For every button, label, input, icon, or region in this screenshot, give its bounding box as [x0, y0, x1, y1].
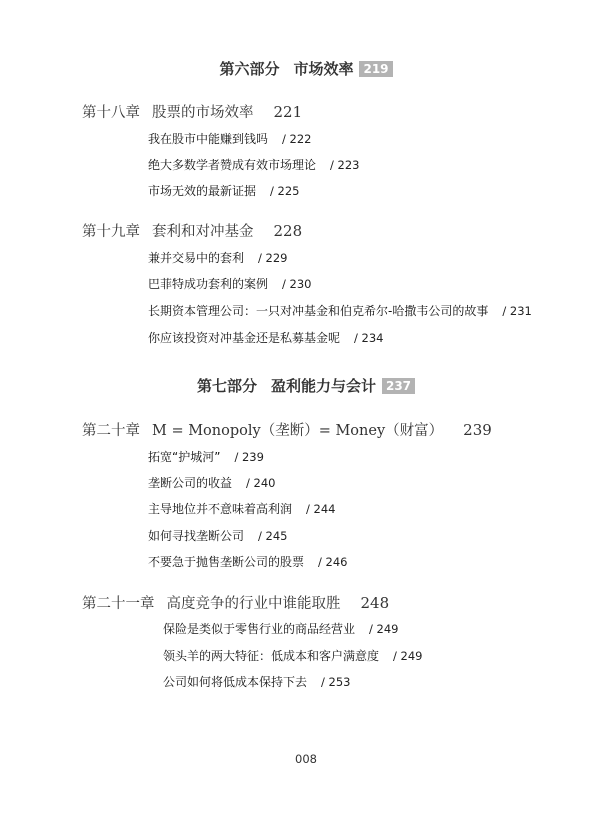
chapter-number: 第二十章 [82, 423, 140, 439]
chapter-page: 228 [273, 222, 303, 240]
entry-title: 保险是类似于零售行业的商品经营业 [163, 622, 356, 636]
toc-entry [148, 130, 312, 147]
entry-page: / 222 [282, 132, 312, 146]
part-page-badge: 237 [382, 378, 415, 394]
toc-entry [148, 275, 312, 292]
toc-entry [148, 302, 532, 319]
entry-page: / 230 [282, 277, 312, 291]
entry-title: 公司如何将低成本保持下去 [163, 675, 308, 689]
chapter-title: M = Monopoly（垄断）= Money（财富） [152, 423, 444, 439]
entry-title: 垄断公司的收益 [148, 476, 233, 490]
toc-entry [148, 249, 288, 266]
chapter-heading [82, 101, 302, 122]
chapter-number: 第十八章 [82, 105, 140, 121]
chapter-title: 套利和对冲基金 [152, 224, 254, 240]
part-heading [0, 58, 612, 79]
part-title: 盈利能力与会计 [270, 377, 376, 395]
entry-title: 拓宽“护城河” [148, 450, 221, 464]
toc-entry [163, 673, 351, 690]
entry-title: 领头羊的两大特征：低成本和客户满意度 [163, 649, 380, 663]
toc-entry [148, 474, 276, 491]
part-page-badge: 219 [359, 61, 392, 77]
entry-page: / 249 [369, 622, 399, 636]
chapter-title: 高度竞争的行业中谁能取胜 [166, 596, 341, 612]
page-number: 008 [295, 752, 317, 766]
entry-title: 长期资本管理公司：一只对冲基金和伯克希尔-哈撒韦公司的故事 [148, 304, 489, 318]
toc-entry [148, 500, 336, 517]
chapter-page: 239 [463, 421, 492, 439]
chapter-heading [82, 220, 302, 241]
entry-page: / 225 [270, 184, 300, 198]
entry-title: 兼并交易中的套利 [148, 251, 245, 265]
chapter-page: 248 [360, 594, 390, 612]
entry-page: / 245 [258, 529, 288, 543]
chapter-page: 221 [273, 103, 303, 121]
entry-page: / 244 [306, 502, 336, 516]
entry-title: 你应该投资对冲基金还是私募基金呢 [148, 331, 341, 345]
toc-entry [148, 553, 348, 570]
chapter-number: 第二十一章 [82, 596, 155, 612]
entry-title: 主导地位并不意味着高利润 [148, 502, 293, 516]
entry-title: 市场无效的最新证据 [148, 184, 257, 198]
entry-title: 巴菲特成功套利的案例 [148, 277, 269, 291]
entry-title: 如何寻找垄断公司 [148, 529, 245, 543]
entry-page: / 231 [502, 304, 532, 318]
entry-page: / 253 [321, 675, 351, 689]
toc-entry [148, 527, 288, 544]
toc-entry [148, 329, 384, 346]
entry-page: / 223 [330, 158, 360, 172]
entry-page: / 239 [234, 450, 264, 464]
part-title: 市场效率 [293, 60, 354, 78]
entry-page: / 246 [318, 555, 348, 569]
entry-page: / 229 [258, 251, 288, 265]
toc-entry [163, 647, 423, 664]
chapter-number: 第十九章 [82, 224, 140, 240]
toc-entry [148, 182, 300, 199]
toc-entry [148, 156, 360, 173]
part-heading [0, 375, 612, 396]
chapter-heading [82, 592, 389, 613]
part-prefix: 第六部分 [219, 60, 280, 78]
entry-title: 绝大多数学者赞成有效市场理论 [148, 158, 317, 172]
entry-title: 不要急于抛售垄断公司的股票 [148, 555, 305, 569]
entry-page: / 249 [393, 649, 423, 663]
entry-title: 我在股市中能赚到钱吗 [148, 132, 269, 146]
entry-page: / 234 [354, 331, 384, 345]
part-prefix: 第七部分 [196, 377, 257, 395]
chapter-heading [82, 419, 492, 440]
toc-entry [148, 448, 264, 465]
chapter-title: 股票的市场效率 [152, 105, 254, 121]
toc-entry [163, 620, 399, 637]
entry-page: / 240 [246, 476, 276, 490]
